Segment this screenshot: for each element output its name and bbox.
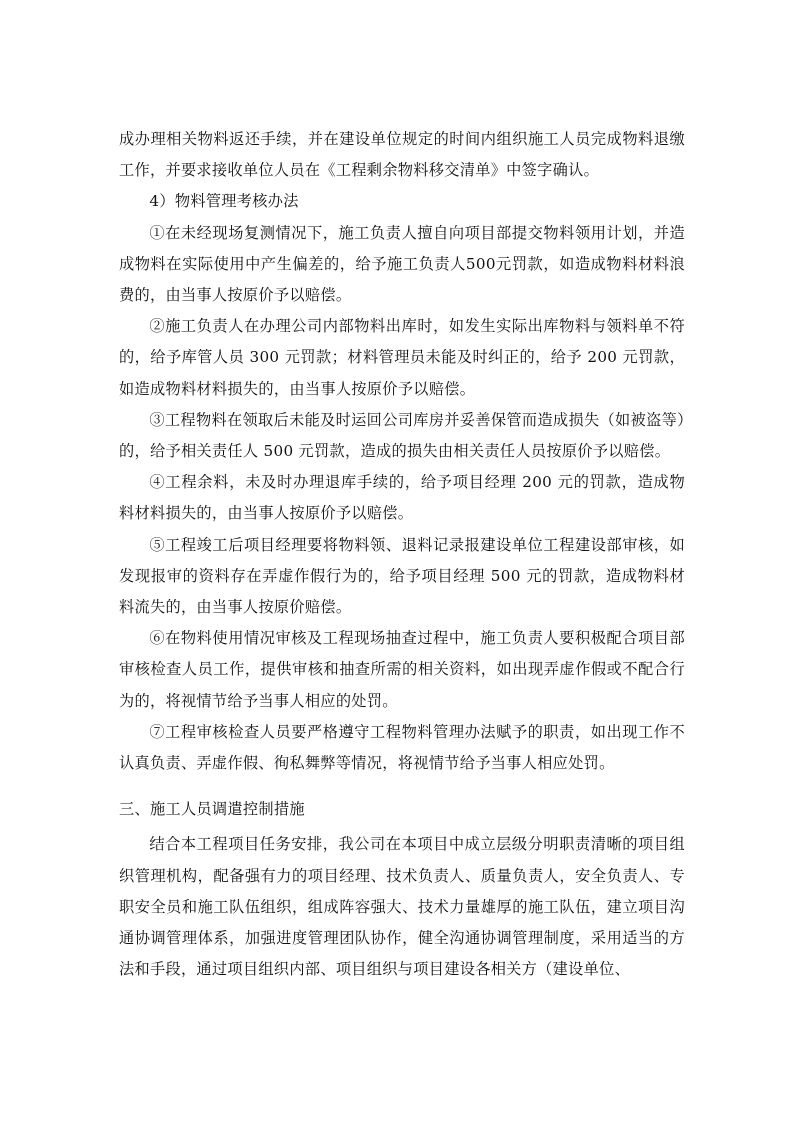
subheading-management-assessment: 4）物料管理考核办法 bbox=[149, 192, 299, 211]
paragraph-continuation: 成办理相关物料返还手续，并在建设单位规定的时间内组织施工人员完成物料退缴工作，并要求接收单位人员在《工程剩余物料移交清单》中签字确认。 bbox=[119, 130, 685, 180]
list-item: ⑤工程竣工后项目经理要将物料领、退料记录报建设单位工程建设部审核，如发现报审的资料存在弄虚作假行为的，给予项目经理 500 元的罚款，造成物料材料流失的，由当事人按原价赔偿。 bbox=[119, 535, 685, 617]
list-item: ⑦工程审核检查人员要严格遵守工程物料管理办法赋予的职责，如出现工作不认真负责、弄虚作假、徇私舞弊等情况，将视情节给予当事人相应处罚。 bbox=[119, 722, 685, 773]
section-heading: 三、施工人员调遣控制措施 bbox=[119, 800, 305, 819]
section-paragraph: 结合本工程项目任务安排，我公司在本项目中成立层级分明职责清晰的项目组织管理机构，配备强有力的项目经理、技术负责人、质量负责人，安全负责人、专职安全员和施工队伍组织，组成阵容强大、技术力量雄厚的施工队伍，建立项目沟通协调管理体系，加强进度管理团队协作，健全沟通协调管理制度，采用适当的方法和手段，通过项目组织内部、项目组织与项目建设各相关方（建设单位、 bbox=[119, 835, 685, 979]
list-item: ①在未经现场复测情况下，施工负责人擅自向项目部提交物料领用计划，并造成物料在实际使用中产生偏差的，给予施工负责人500元罚款，如造成物料材料浪费的，由当事人按原价予以赔偿。 bbox=[119, 223, 685, 305]
list-item: ④工程余料，未及时办理退库手续的，给予项目经理 200 元的罚款，造成物料材料损失的，由当事人按原价予以赔偿。 bbox=[119, 473, 685, 523]
list-item: ③工程物料在领取后未能及时运回公司库房并妥善保管而造成损失（如被盗等）的，给予相关责任人 500 元罚款，造成的损失由相关责任人员按原价予以赔偿。 bbox=[119, 410, 685, 461]
document-body bbox=[119, 124, 685, 985]
list-item: ②施工负责人在办理公司内部物料出库时，如发生实际出库物料与领料单不符的，给予库管人员 300 元罚款；材料管理员未能及时纠正的，给予 200 元罚款，如造成物料材料损失的，由当事人按原价予以赔偿。 bbox=[119, 317, 685, 398]
list-item: ⑥在物料使用情况审核及工程现场抽查过程中，施工负责人要积极配合项目部审核检查人员工作，提供审核和抽查所需的相关资料，如出现弄虚作假或不配合行为的，将视情节给予当事人相应的处罚。 bbox=[119, 629, 685, 710]
